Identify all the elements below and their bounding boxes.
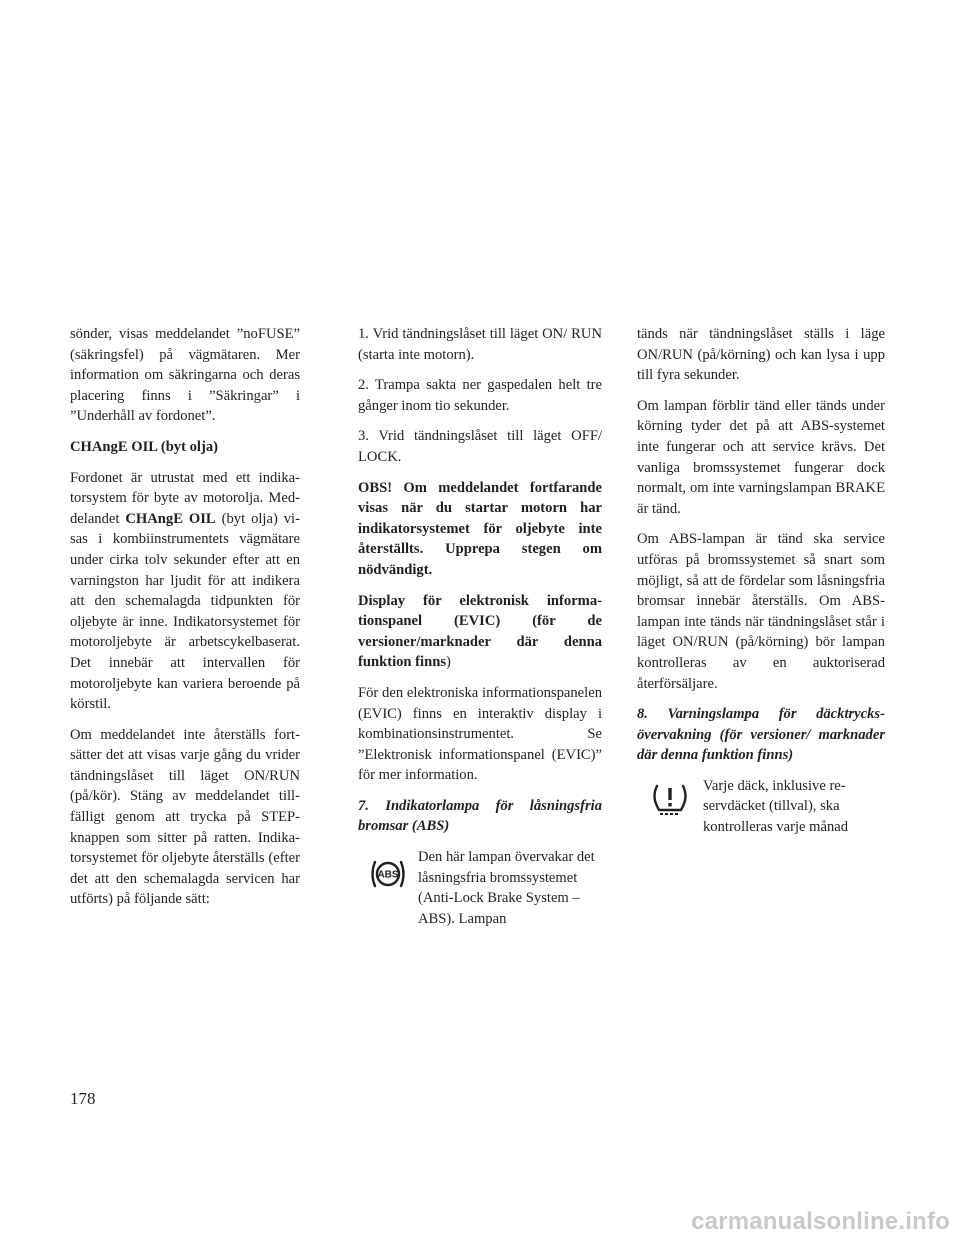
abs-warning-icon [358, 847, 418, 889]
obs-note: OBS! Om meddelandet fortfarande visas när du startar motorn har indikatorsystemet för oljebyte inte återställts. Upprepa stegen om nödvändigt. [358, 479, 602, 578]
paragraph-oil-indicator-b: (byt olja) visas i kombiinstrumentets vägmätare under cirka tolv sekunder efter att en varningston har ljudit för att indikera att den schemalagda tidpunkten för oljebyte är inne. Indikatorsystemet för motoroljebyte är arbetscykelbaserat. Det innebär att intervallen för motoroljebyte kan variera beroende på körstil. [70, 510, 300, 713]
column-2 [358, 324, 602, 939]
tire-pressure-warning-icon [637, 776, 703, 816]
heading-change-oil-rest: (byt olja) [157, 438, 218, 455]
paragraph-evic: För den elektroniska informationspanelen (EVIC) finns en interaktiv display i kombinationsinstrumentet. Se ”Elektronisk informationspanel (EVIC)” för mer information. [358, 684, 602, 784]
paragraph-abs-service: Om ABS-lampan är tänd ska service utföras på bromssystemet så snart som möjligt, så att de fördelar som låsningsfria bromsar innebär återställs. Om ABS-lampan inte tänds när tändningslåset står i läget ON/RUN (på/körning) bör lampan kontrolleras av en auktoriserad återförsäljare. [637, 531, 885, 692]
paragraph-abs-fault: Om lampan förblir tänd eller tänds under körning tyder det på att ABS-systemet inte fungerar och att service krävs. Det vanliga bromssystemet fungerar dock normalt, om inte varningslampan BRAKE är tänd. [637, 397, 885, 517]
abs-block [358, 847, 602, 929]
paragraph-oil-indicator-a: Fordonet är utrustat med ett indikatorsystem för byte av motorolja. Meddelandet [70, 469, 300, 527]
column-1 [70, 324, 300, 920]
heading-abs: 7. Indikatorlampa för låsningsfria bromsar (ABS) [358, 797, 602, 835]
heading-evic [358, 591, 602, 673]
heading-evic-bold: Display för elektronisk informationspanel (EVIC) (för de versioner/marknader där denna funktion finns [358, 592, 602, 671]
paragraph-tpms: Varje däck, inklusive reservdäcket (tillval), ska kontrolleras varje månad [703, 777, 849, 836]
paragraph-abs: Den här lampan övervakar det låsningsfria bromssystemet (Anti-Lock Brake System – ABS). Lampan [418, 849, 595, 927]
heading-change-oil-bold: CHAngE OIL [70, 438, 158, 455]
column-3 [637, 324, 885, 848]
tpms-block [637, 776, 885, 838]
step-3: 3. Vrid tändningslåset till läget OFF/ LOCK. [358, 428, 602, 465]
paragraph-reset-info: Om meddelandet inte återställs fortsätter det att visas varje gång du vrider tändningslåset till läget ON/RUN (på/kör). Stäng av meddelandet tillfälligt genom att trycka på STEP-knappen som sitter på ratten. Indikatorsystemet för oljebyte återställs (efter det att den schemalagda servicen har utförts) på följande sätt: [70, 726, 300, 908]
watermark-logo: carmanualsonline.info [691, 1208, 950, 1235]
page-number: 178 [70, 1089, 96, 1108]
paragraph-abs-cont: tänds när tändningslåset ställs i läge ON/RUN (på/körning) och kan lysa i upp till fyra sekunder. [637, 326, 885, 384]
paragraph-oil-indicator [70, 468, 300, 715]
heading-evic-rest: ) [446, 654, 451, 671]
heading-change-oil [70, 437, 300, 458]
abs-icon-text: ABS [377, 869, 399, 881]
heading-tpms: 8. Varningslampa för däcktrycksövervakning (för versioner/ marknader där denna funktion finns) [637, 706, 885, 764]
paragraph-nofuse: sönder, visas meddelandet ”noFUSE” (säkringsfel) på vägmätaren. Mer information om säkringarna och deras placering finns i ”Säkringar” i ”Underhåll av fordonet”. [70, 326, 300, 425]
paragraph-oil-indicator-bold: CHAngE OIL [125, 510, 216, 527]
step-1: 1. Vrid tändningslåset till läget ON/ RUN (starta inte motorn). [358, 326, 602, 363]
step-2: 2. Trampa sakta ner gaspedalen helt tre gånger inom tio sekunder. [358, 377, 602, 414]
